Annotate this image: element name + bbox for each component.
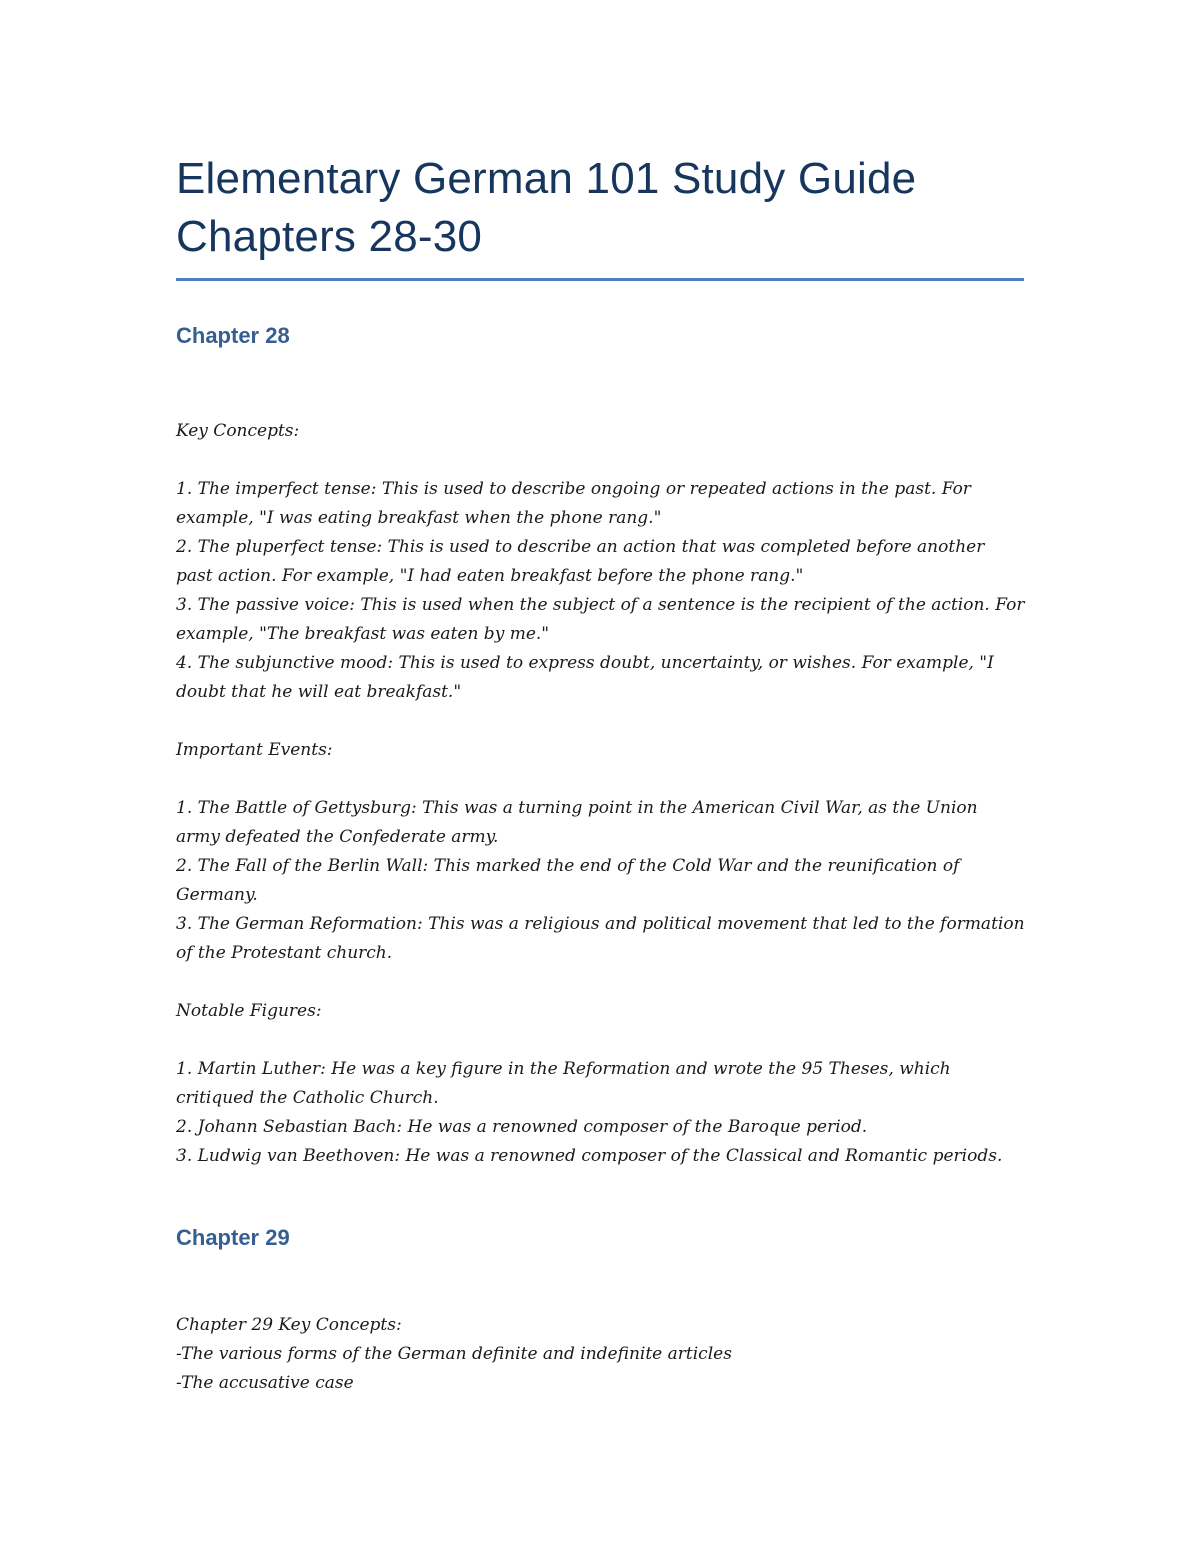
events-label: Important Events: — [176, 740, 333, 760]
title-line-2: Chapters 28-30 — [176, 212, 483, 261]
figure-item: 3. Ludwig van Beethoven: He was a renowned composer of the Classical and Romantic periods. — [176, 1146, 1003, 1166]
event-item: 3. The German Reformation: This was a religious and political movement that led to the formation of the Protestant church. — [176, 914, 1025, 963]
chapter-29-key-concepts-label: Chapter 29 Key Concepts: — [176, 1315, 402, 1335]
chapter-28-heading: Chapter 28 — [176, 323, 290, 348]
chapter-28-figures — [176, 997, 1026, 1171]
chapter-29-heading: Chapter 29 — [176, 1225, 290, 1250]
document-content — [176, 150, 1026, 1398]
figures-label: Notable Figures: — [176, 1001, 322, 1021]
key-concept-item: 4. The subjunctive mood: This is used to express doubt, uncertainty, or wishes. For example, "I doubt that he will eat breakfast." — [176, 653, 994, 702]
document-title — [176, 150, 1026, 278]
chapter-28-events — [176, 736, 1026, 968]
figure-item: 2. Johann Sebastian Bach: He was a renowned composer of the Baroque period. — [176, 1117, 868, 1137]
title-underline — [176, 278, 1024, 281]
key-concepts-label: Key Concepts: — [176, 421, 300, 441]
title-line-1: Elementary German 101 Study Guide — [176, 154, 917, 203]
chapter-29-concept-item: -The accusative case — [176, 1373, 354, 1393]
key-concept-item: 1. The imperfect tense: This is used to describe ongoing or repeated actions in the past. For example, "I was eating breakfast when the phone rang." — [176, 479, 971, 528]
event-item: 1. The Battle of Gettysburg: This was a turning point in the American Civil War, as the Union army defeated the Confederate army. — [176, 798, 978, 847]
key-concept-item: 3. The passive voice: This is used when the subject of a sentence is the recipient of the action. For example, "The breakfast was eaten by me." — [176, 595, 1025, 644]
key-concept-item: 2. The pluperfect tense: This is used to describe an action that was completed before another past action. For example, "I had eaten breakfast before the phone rang." — [176, 537, 985, 586]
chapter-29-key-concepts — [176, 1311, 1026, 1398]
chapter-29-concept-item: -The various forms of the German definite and indefinite articles — [176, 1344, 732, 1364]
chapter-28-key-concepts — [176, 417, 1026, 707]
event-item: 2. The Fall of the Berlin Wall: This marked the end of the Cold War and the reunification of Germany. — [176, 856, 960, 905]
figure-item: 1. Martin Luther: He was a key figure in the Reformation and wrote the 95 Theses, which critiqued the Catholic Church. — [176, 1059, 951, 1108]
